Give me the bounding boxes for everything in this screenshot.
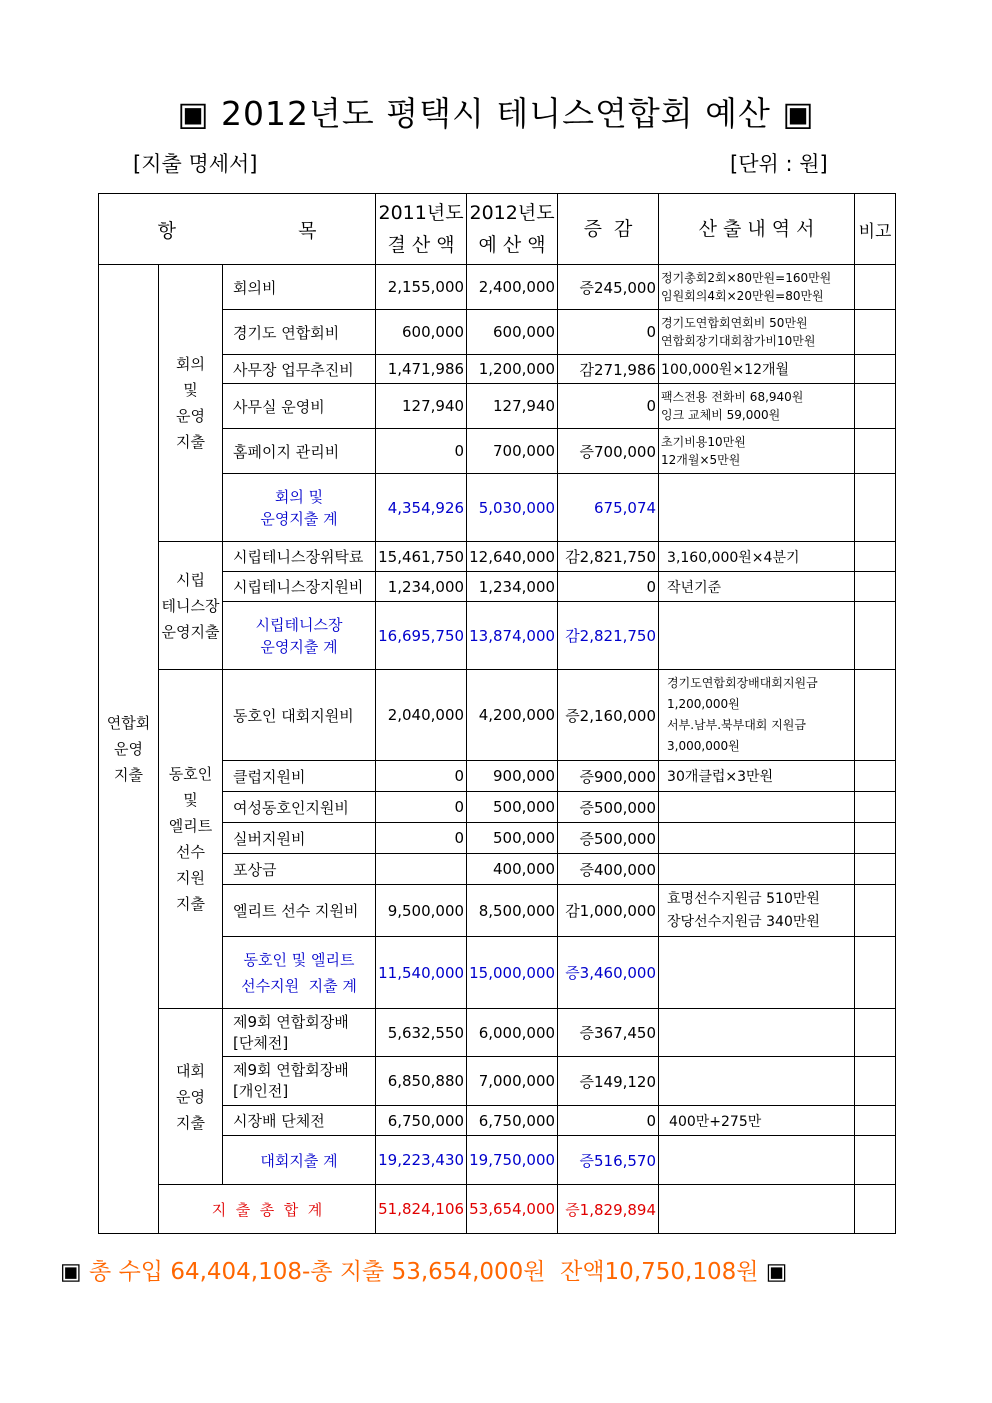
item-name: 홈페이지 관리비 <box>223 429 376 474</box>
calc-line: 초기비용10만원 <box>661 435 746 449</box>
page-title: ▣ 2012년도 평택시 테니스연합회 예산 ▣ <box>177 94 815 133</box>
calc-detail: 작년기준 <box>659 572 855 602</box>
calc-detail <box>659 792 855 823</box>
group-label: 회의 및 운영 지출 <box>159 265 223 542</box>
item-name: 실버지원비 <box>223 823 376 854</box>
note-cell <box>855 602 896 670</box>
subtitle-statement: [지출 명세서] <box>133 152 258 176</box>
value-2011: 2,155,000 <box>376 265 467 310</box>
subtotal-2011: 19,223,430 <box>376 1136 467 1185</box>
value-2012: 600,000 <box>467 310 558 355</box>
value-change: 0 <box>558 572 659 602</box>
balance-summary <box>60 1253 788 1286</box>
value-2011: 2,040,000 <box>376 670 467 761</box>
table-row <box>99 542 896 572</box>
item-name: 클럽지원비 <box>223 761 376 792</box>
subtitle-unit: [단위 : 원] <box>730 152 828 176</box>
header-2012-a: 2012년도 <box>469 202 555 224</box>
item-name: 경기도 연합회비 <box>223 310 376 355</box>
balance-text: 총 수입 64,404,108-총 지출 53,654,000원 잔액10,750,108원 <box>89 1259 759 1285</box>
subtotal-2011: 16,695,750 <box>376 602 467 670</box>
item-name: 회의비 <box>223 265 376 310</box>
value-change: 증149,120 <box>558 1057 659 1106</box>
item-name-line: 제9회 연합회장배 <box>233 1012 349 1031</box>
item-name: 동호인 대회지원비 <box>223 670 376 761</box>
value-2012: 12,640,000 <box>467 542 558 572</box>
header-item <box>99 194 376 265</box>
value-2012: 4,200,000 <box>467 670 558 761</box>
header-row <box>99 194 896 265</box>
header-2011-a: 2011년도 <box>378 202 464 224</box>
value-change: 증2,160,000 <box>558 670 659 761</box>
note-cell <box>855 265 896 310</box>
calc-detail <box>659 885 855 937</box>
note-cell <box>855 384 896 429</box>
subtotal-change: 감2,821,750 <box>558 602 659 670</box>
item-name-line: [개인전] <box>233 1082 289 1100</box>
value-2011 <box>376 854 467 885</box>
calc-detail: 30개클럽×3만원 <box>659 761 855 792</box>
calc-line: 1,200,000원 <box>667 697 740 711</box>
item-name: 사무실 운영비 <box>223 384 376 429</box>
value-2011: 127,940 <box>376 384 467 429</box>
value-2011: 15,461,750 <box>376 542 467 572</box>
category-label: 연합회 운영 지출 <box>99 265 159 1234</box>
value-change: 증500,000 <box>558 792 659 823</box>
note-cell <box>855 854 896 885</box>
calc-detail <box>659 310 855 355</box>
subtotal-2012: 15,000,000 <box>467 937 558 1009</box>
subtotal-change: 675,074 <box>558 474 659 542</box>
table-row <box>99 1009 896 1057</box>
note-cell <box>855 1057 896 1106</box>
subtotal-change: 증516,570 <box>558 1136 659 1185</box>
item-name: 사무장 업무추진비 <box>223 355 376 384</box>
value-2011: 5,632,550 <box>376 1009 467 1057</box>
calc-detail <box>659 429 855 474</box>
value-2011: 600,000 <box>376 310 467 355</box>
item-name: 여성동호인지원비 <box>223 792 376 823</box>
value-change: 증245,000 <box>558 265 659 310</box>
calc-detail <box>659 474 855 542</box>
calc-detail <box>659 670 855 761</box>
calc-line: 임원회의4회×20만원=80만원 <box>661 289 824 303</box>
value-2011: 1,234,000 <box>376 572 467 602</box>
note-cell <box>855 572 896 602</box>
calc-detail <box>659 1136 855 1185</box>
grand-total-2012: 53,654,000 <box>467 1185 558 1234</box>
note-cell <box>855 823 896 854</box>
item-name: 시장배 단체전 <box>223 1106 376 1136</box>
calc-detail <box>659 602 855 670</box>
grand-total-change: 증1,829,894 <box>558 1185 659 1234</box>
subtotal-label-line: 시립테니스장 <box>255 615 343 634</box>
header-2011-b: 결 산 액 <box>387 234 455 256</box>
square-icon: ▣ <box>60 1259 82 1285</box>
value-2011: 0 <box>376 429 467 474</box>
value-2011: 0 <box>376 792 467 823</box>
subtotal-2012: 13,874,000 <box>467 602 558 670</box>
calc-line: 서부.남부.북부대회 지원금 <box>667 718 806 732</box>
header-change: 증 감 <box>558 194 659 265</box>
value-change: 증500,000 <box>558 823 659 854</box>
value-2012: 2,400,000 <box>467 265 558 310</box>
subtotal-label: 대회지출 계 <box>223 1136 376 1185</box>
calc-line: 3,000,000원 <box>667 739 740 753</box>
calc-line: 경기도연합회장배대회지원금 <box>667 676 818 690</box>
calc-detail <box>659 823 855 854</box>
note-cell <box>855 1185 896 1234</box>
item-name-line: [단체전] <box>233 1033 289 1052</box>
note-cell <box>855 885 896 937</box>
item-name: 엘리트 선수 지원비 <box>223 885 376 937</box>
subtotal-label <box>223 937 376 1009</box>
subtotal-label-line: 운영지출 계 <box>260 509 338 528</box>
calc-detail <box>659 1057 855 1106</box>
note-cell <box>855 310 896 355</box>
subtotal-label <box>223 474 376 542</box>
budget-table <box>98 193 896 1234</box>
value-2011: 0 <box>376 761 467 792</box>
value-2012: 1,200,000 <box>467 355 558 384</box>
value-2011: 0 <box>376 823 467 854</box>
square-icon: ▣ <box>765 1259 788 1285</box>
subtotal-2011: 4,354,926 <box>376 474 467 542</box>
note-cell <box>855 1136 896 1185</box>
header-note: 비고 <box>855 194 896 265</box>
value-change: 0 <box>558 310 659 355</box>
table-row <box>99 265 896 310</box>
value-change: 감271,986 <box>558 355 659 384</box>
calc-detail <box>659 1009 855 1057</box>
note-cell <box>855 1009 896 1057</box>
calc-detail: 100,000원×12개월 <box>659 355 855 384</box>
value-2012: 500,000 <box>467 792 558 823</box>
note-cell <box>855 937 896 1009</box>
note-cell <box>855 542 896 572</box>
header-2012 <box>467 194 558 265</box>
calc-line: 연합회장기대회참가비10만원 <box>661 334 816 348</box>
value-2012: 500,000 <box>467 823 558 854</box>
value-2012: 7,000,000 <box>467 1057 558 1106</box>
value-change: 증400,000 <box>558 854 659 885</box>
value-change: 증367,450 <box>558 1009 659 1057</box>
group-label: 동호인 및 엘리트 선수 지원 지출 <box>159 670 223 1009</box>
calc-line: 경기도연합회연회비 50만원 <box>661 316 808 330</box>
calc-detail <box>659 1185 855 1234</box>
note-cell <box>855 792 896 823</box>
header-item-a: 항 <box>157 219 176 242</box>
group-label: 시립 테니스장 운영지출 <box>159 542 223 670</box>
value-change: 감2,821,750 <box>558 542 659 572</box>
value-change: 0 <box>558 1106 659 1136</box>
subtotal-label-line: 동호인 및 엘리트 <box>243 950 355 969</box>
subtotal-2011: 11,540,000 <box>376 937 467 1009</box>
calc-detail <box>659 937 855 1009</box>
group-label: 대회 운영 지출 <box>159 1009 223 1185</box>
calc-line: 팩스전용 전화비 68,940원 <box>661 390 804 404</box>
calc-line: 효명선수지원금 510만원 <box>667 890 820 907</box>
item-name: 시립테니스장지원비 <box>223 572 376 602</box>
calc-line: 잉크 교체비 59,000원 <box>661 408 781 422</box>
value-2012: 900,000 <box>467 761 558 792</box>
note-cell <box>855 474 896 542</box>
subtotal-label-line: 선수지원 지출 계 <box>241 976 357 995</box>
subtotal-change: 증3,460,000 <box>558 937 659 1009</box>
value-2012: 6,000,000 <box>467 1009 558 1057</box>
item-name <box>223 1057 376 1106</box>
note-cell <box>855 761 896 792</box>
calc-line: 장당선수지원금 340만원 <box>667 913 820 930</box>
note-cell <box>855 355 896 384</box>
item-name: 시립테니스장위탁료 <box>223 542 376 572</box>
subtotal-2012: 19,750,000 <box>467 1136 558 1185</box>
value-2011: 6,750,000 <box>376 1106 467 1136</box>
calc-detail <box>659 854 855 885</box>
calc-line: 12개월×5만원 <box>661 453 741 467</box>
calc-detail: 3,160,000원×4분기 <box>659 542 855 572</box>
value-change: 감1,000,000 <box>558 885 659 937</box>
value-change: 증900,000 <box>558 761 659 792</box>
item-name-line: 제9회 연합회장배 <box>233 1061 349 1079</box>
subtotal-label <box>223 602 376 670</box>
header-item-b: 목 <box>298 219 317 242</box>
table-row <box>99 670 896 761</box>
value-2012: 8,500,000 <box>467 885 558 937</box>
value-2011: 9,500,000 <box>376 885 467 937</box>
value-2012: 700,000 <box>467 429 558 474</box>
value-2011: 6,850,880 <box>376 1057 467 1106</box>
subtotal-label-line: 운영지출 계 <box>260 637 338 656</box>
value-2012: 400,000 <box>467 854 558 885</box>
calc-detail <box>659 384 855 429</box>
header-2012-b: 예 산 액 <box>478 234 546 256</box>
item-name: 포상금 <box>223 854 376 885</box>
calc-line: 정기총회2회×80만원=160만원 <box>661 271 832 285</box>
value-2012: 127,940 <box>467 384 558 429</box>
value-change: 증700,000 <box>558 429 659 474</box>
grand-total-2011: 51,824,106 <box>376 1185 467 1234</box>
calc-detail <box>659 265 855 310</box>
header-2011 <box>376 194 467 265</box>
header-calc: 산 출 내 역 서 <box>659 194 855 265</box>
item-name <box>223 1009 376 1057</box>
subtotal-label-line: 회의 및 <box>274 487 324 506</box>
value-2011: 1,471,986 <box>376 355 467 384</box>
note-cell <box>855 670 896 761</box>
value-2012: 6,750,000 <box>467 1106 558 1136</box>
subtotal-2012: 5,030,000 <box>467 474 558 542</box>
grand-total-row <box>99 1185 896 1234</box>
note-cell <box>855 429 896 474</box>
value-change: 0 <box>558 384 659 429</box>
grand-total-label: 지 출 총 합 계 <box>159 1185 376 1234</box>
note-cell <box>855 1106 896 1136</box>
value-2012: 1,234,000 <box>467 572 558 602</box>
calc-detail: 400만+275만 <box>659 1106 855 1136</box>
